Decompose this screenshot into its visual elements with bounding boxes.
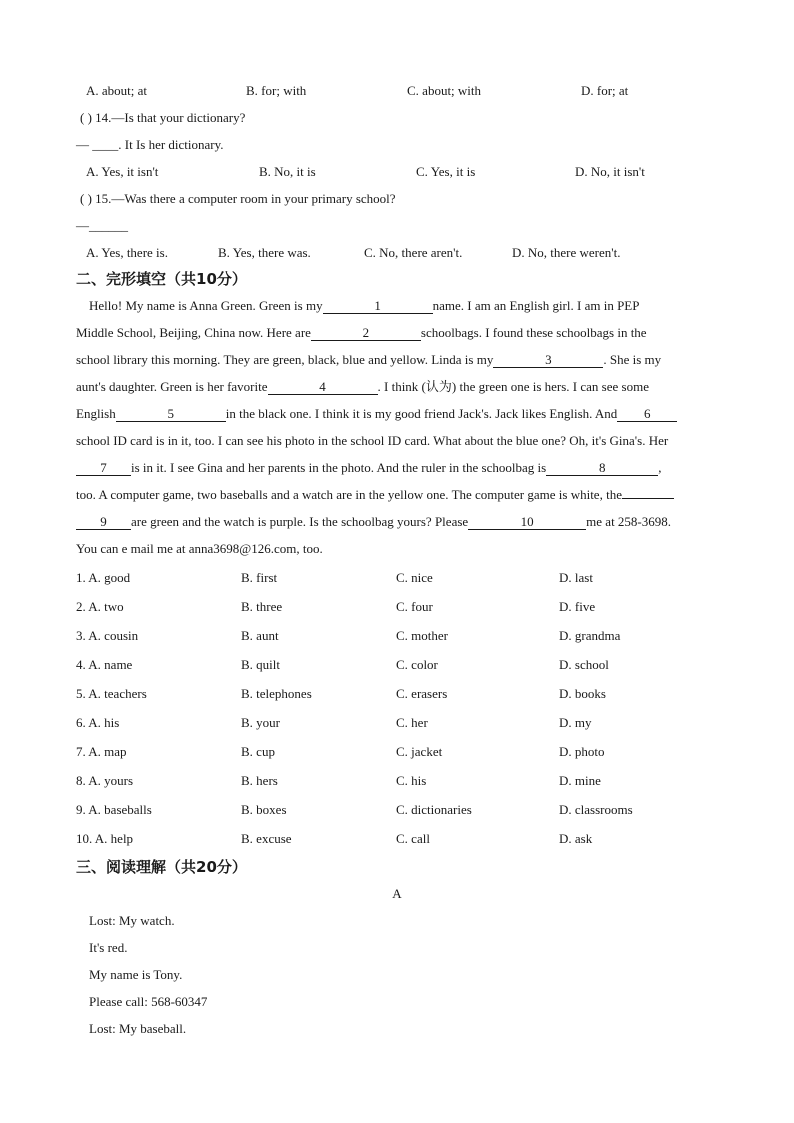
reading-line-5: Lost: My baseball.: [89, 1021, 187, 1036]
q3-option-a[interactable]: 3. A. cousin: [76, 628, 139, 643]
q2-option-a[interactable]: 2. A. two: [76, 599, 124, 614]
q1-option-b[interactable]: B. first: [241, 570, 278, 585]
q5-option-c[interactable]: C. erasers: [396, 686, 448, 701]
q6-option-c[interactable]: C. her: [396, 715, 428, 730]
q6-option-b[interactable]: B. your: [241, 715, 280, 730]
q2-option-c[interactable]: C. four: [396, 599, 433, 614]
q7-option-d[interactable]: D. photo: [559, 744, 605, 759]
passage-line-3: school library this morning. They are green, black, blue and yellow. Linda is my 3 . She is my: [76, 352, 662, 367]
q7-option-c[interactable]: C. jacket: [396, 744, 443, 759]
q5-option-d[interactable]: D. books: [559, 686, 606, 701]
q4-option-c[interactable]: C. color: [396, 657, 438, 672]
passage-line-6: school ID card is in it, too. I can see his photo in the school ID card. What about the blue one? Oh, it's Gina's. Her: [76, 433, 669, 448]
q13-option-c: C. about; with: [407, 83, 482, 98]
q9-option-c[interactable]: C. dictionaries: [396, 802, 472, 817]
q4-option-d[interactable]: D. school: [559, 657, 609, 672]
q10-option-a[interactable]: 10. A. help: [76, 831, 134, 846]
q10-option-b[interactable]: B. excuse: [241, 831, 292, 846]
passage-line-4: aunt's daughter. Green is her favorite 4 . I think (认为) the green one is hers. I can see some: [76, 379, 649, 394]
reading-line-1: Lost: My watch.: [89, 913, 175, 928]
q6-option-d[interactable]: D. my: [559, 715, 592, 730]
q13-option-a: A. about; at: [86, 83, 148, 98]
q3-option-b[interactable]: B. aunt: [241, 628, 279, 643]
q14-question: ( ) 14.—Is that your dictionary?: [80, 110, 246, 125]
passage-line-7: 7 is in it. I see Gina and her parents in the photo. And the ruler in the schoolbag is 8 ,: [76, 460, 661, 476]
q14-answer-line: — ____. It Is her dictionary.: [76, 137, 224, 152]
q8-option-c[interactable]: C. his: [396, 773, 427, 788]
q14-option-a: A. Yes, it isn't: [86, 164, 159, 179]
q9-option-b[interactable]: B. boxes: [241, 802, 287, 817]
q13-option-b: B. for; with: [246, 83, 307, 98]
q1-option-a[interactable]: 1. A. good: [76, 570, 131, 585]
reading-line-4: Please call: 568-60347: [89, 994, 208, 1009]
passage-line-2: Middle School, Beijing, China now. Here are 2 schoolbags. I found these schoolbags in the: [76, 325, 647, 340]
blank-10[interactable]: 10: [468, 515, 586, 530]
q14-option-c: C. Yes, it is: [416, 164, 476, 179]
blank-9-start: [622, 498, 674, 499]
blank-6[interactable]: 6: [617, 407, 677, 422]
q15-option-b: B. Yes, there was.: [218, 245, 311, 260]
q14-option-d: D. No, it isn't: [575, 164, 645, 179]
section-3-heading: 三、阅读理解（共20分）: [76, 858, 247, 876]
section-2-heading: 二、完形填空（共10分）: [76, 270, 247, 288]
blank-3[interactable]: 3: [493, 353, 603, 368]
q7-option-b[interactable]: B. cup: [241, 744, 275, 759]
q10-option-d[interactable]: D. ask: [559, 831, 593, 846]
q3-option-d[interactable]: D. grandma: [559, 628, 621, 643]
q2-option-d[interactable]: D. five: [559, 599, 596, 614]
q1-option-c[interactable]: C. nice: [396, 570, 433, 585]
blank-5[interactable]: 5: [116, 407, 226, 422]
reading-line-2: It's red.: [89, 940, 128, 955]
passage-line-10: You can e mail me at anna3698@126.com, too.: [76, 541, 323, 556]
passage-line-1: Hello! My name is Anna Green. Green is my 1 name. I am an English girl. I am in PEP: [89, 298, 640, 313]
q13-option-d: D. for; at: [581, 83, 629, 98]
q15-answer-line: —______: [76, 218, 128, 233]
q3-option-c[interactable]: C. mother: [396, 628, 448, 643]
q8-option-d[interactable]: D. mine: [559, 773, 601, 788]
q1-option-d[interactable]: D. last: [559, 570, 593, 585]
q15-option-a: A. Yes, there is.: [86, 245, 168, 260]
q5-option-b[interactable]: B. telephones: [241, 686, 312, 701]
q6-option-a[interactable]: 6. A. his: [76, 715, 120, 730]
q15-option-c: C. No, there aren't.: [364, 245, 463, 260]
q5-option-a[interactable]: 5. A. teachers: [76, 686, 147, 701]
blank-4[interactable]: 4: [268, 380, 378, 395]
passage-line-9: 9 are green and the watch is purple. Is the schoolbag yours? Please 10 me at 258-3698.: [76, 514, 671, 530]
q4-option-a[interactable]: 4. A. name: [76, 657, 133, 672]
blank-9[interactable]: 9: [76, 515, 131, 530]
q4-option-b[interactable]: B. quilt: [241, 657, 281, 672]
q14-option-b: B. No, it is: [259, 164, 316, 179]
blank-8[interactable]: 8: [546, 461, 658, 476]
passage-line-8: too. A computer game, two baseballs and a watch are in the yellow one. The computer game is white, the: [76, 487, 674, 503]
q7-option-a[interactable]: 7. A. map: [76, 744, 127, 759]
q8-option-a[interactable]: 8. A. yours: [76, 773, 134, 788]
q15-option-d: D. No, there weren't.: [512, 245, 621, 260]
passage-line-5: English 5 in the black one. I think it is my good friend Jack's. Jack likes English. And 6: [76, 406, 677, 422]
q8-option-b[interactable]: B. hers: [241, 773, 278, 788]
reading-part-label: A: [392, 886, 402, 901]
q15-question: ( ) 15.—Was there a computer room in your primary school?: [80, 191, 396, 206]
blank-2[interactable]: 2: [311, 326, 421, 341]
reading-line-3: My name is Tony.: [89, 967, 183, 982]
q9-option-a[interactable]: 9. A. baseballs: [76, 802, 152, 817]
q9-option-d[interactable]: D. classrooms: [559, 802, 633, 817]
q2-option-b[interactable]: B. three: [241, 599, 283, 614]
blank-1[interactable]: 1: [323, 299, 433, 314]
blank-7[interactable]: 7: [76, 461, 131, 476]
q10-option-c[interactable]: C. call: [396, 831, 430, 846]
